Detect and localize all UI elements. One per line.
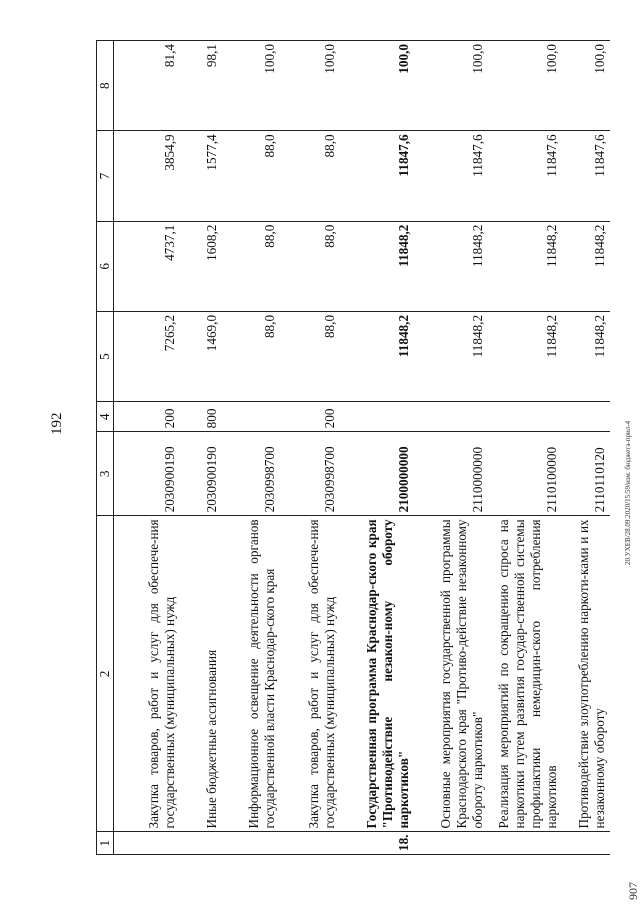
row-description: Иные бюджетные ассигнования (180, 516, 222, 832)
value-col-7: 11847,6 (414, 131, 488, 221)
value-col-7: 11847,6 (340, 131, 414, 221)
row-number (488, 832, 562, 855)
row-number (280, 832, 340, 855)
page-number: 192 (49, 412, 65, 435)
value-col-8: 100,0 (280, 41, 340, 131)
table-row (222, 41, 280, 855)
row-number (562, 832, 610, 855)
value-col-5: 88,0 (280, 311, 340, 401)
row-number (180, 832, 222, 855)
value-col-8: 100,0 (488, 41, 562, 131)
expense-type-code (488, 402, 562, 432)
header-cell: 7 (97, 131, 114, 221)
expense-type-code (340, 402, 414, 432)
header-cell: 5 (97, 311, 114, 401)
table-row (340, 41, 414, 855)
table-row (180, 41, 222, 855)
target-article-code: 2030900190 (114, 432, 181, 516)
value-col-7: 11847,6 (562, 131, 610, 221)
document-stamp: 20.УХЕВ/28.09.2020/15:59/изм. бюджета-прил-4 (624, 420, 632, 565)
table-row (280, 41, 340, 855)
value-col-7: 3854,9 (114, 131, 181, 221)
expense-type-code (562, 402, 610, 432)
rotated-table-wrapper (96, 40, 610, 855)
expense-type-code: 200 (280, 402, 340, 432)
table-header-row (97, 41, 114, 855)
value-col-7: 11847,6 (488, 131, 562, 221)
value-col-5: 11848,2 (340, 311, 414, 401)
target-article-code: 2110000000 (414, 432, 488, 516)
value-col-6: 4737,1 (114, 221, 181, 311)
table-row (488, 41, 562, 855)
target-article-code: 2030900190 (180, 432, 222, 516)
value-col-5: 7265,2 (114, 311, 181, 401)
row-description: Государственная программа Краснодар-ского края "Противодействие незакон-ному обороту наркотиков" (340, 516, 414, 832)
value-col-6: 88,0 (222, 221, 280, 311)
header-cell: 3 (97, 432, 114, 516)
expense-type-code (222, 402, 280, 432)
value-col-8: 98,1 (180, 41, 222, 131)
value-col-6: 11848,2 (340, 221, 414, 311)
table-row (114, 41, 181, 855)
value-col-7: 88,0 (222, 131, 280, 221)
budget-table (96, 40, 610, 855)
value-col-6: 11848,2 (414, 221, 488, 311)
target-article-code: 2030998700 (280, 432, 340, 516)
value-col-5: 1469,0 (180, 311, 222, 401)
value-col-7: 1577,4 (180, 131, 222, 221)
row-description: Противодействие злоупотреблению наркоти-ками и их незаконному обороту (562, 516, 610, 832)
value-col-8: 100,0 (562, 41, 610, 131)
row-description: Закупка товаров, работ и услуг для обеспече-ния государственных (муниципальных) нужд (280, 516, 340, 832)
value-col-6: 11848,2 (562, 221, 610, 311)
target-article-code: 2100000000 (340, 432, 414, 516)
value-col-8: 100,0 (414, 41, 488, 131)
table-row (562, 41, 610, 855)
value-col-8: 100,0 (340, 41, 414, 131)
row-number (222, 832, 280, 855)
expense-type-code: 200 (114, 402, 181, 432)
value-col-8: 81,4 (114, 41, 181, 131)
value-col-6: 1608,2 (180, 221, 222, 311)
row-number (114, 832, 181, 855)
value-col-5: 88,0 (222, 311, 280, 401)
target-article-code: 2110100000 (488, 432, 562, 516)
sheet-number: 907 (626, 882, 640, 900)
table-row (414, 41, 488, 855)
header-cell: 4 (97, 402, 114, 432)
value-col-6: 11848,2 (488, 221, 562, 311)
expense-type-code (414, 402, 488, 432)
row-number: 18. (340, 832, 414, 855)
header-cell: 1 (97, 832, 114, 855)
header-cell: 6 (97, 221, 114, 311)
value-col-6: 88,0 (280, 221, 340, 311)
value-col-5: 11848,2 (488, 311, 562, 401)
value-col-7: 88,0 (280, 131, 340, 221)
value-col-5: 11848,2 (562, 311, 610, 401)
value-col-8: 100,0 (222, 41, 280, 131)
target-article-code: 2110110120 (562, 432, 610, 516)
header-cell: 8 (97, 41, 114, 131)
value-col-5: 11848,2 (414, 311, 488, 401)
row-description: Основные мероприятия государственной программы Краснодарского края "Противо-действие незаконному обороту наркотиков" (414, 516, 488, 832)
row-description: Закупка товаров, работ и услуг для обеспече-ния государственных (муниципальных) нужд (114, 516, 181, 832)
target-article-code: 2030998700 (222, 432, 280, 516)
row-description: Информационное освещение деятельности органов государственной власти Краснодар-ского края (222, 516, 280, 832)
expense-type-code: 800 (180, 402, 222, 432)
header-cell: 2 (97, 516, 114, 832)
row-description: Реализация мероприятий по сокращению спроса на наркотики путем развития государ-ственной системы профилактики немедицин-ского потребления наркотиков (488, 516, 562, 832)
row-number (414, 832, 488, 855)
